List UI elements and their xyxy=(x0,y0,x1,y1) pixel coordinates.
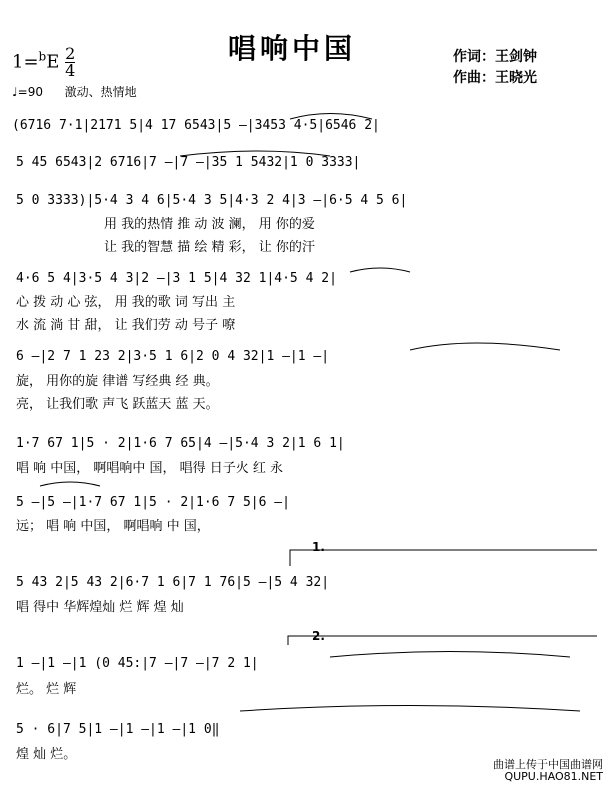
tie-arc xyxy=(40,482,100,486)
lyric-verse-2: 水 流 淌 甘 甜， 让 我们劳 动 号子 嘹 xyxy=(16,318,236,333)
lyric-verse-2: 让 我的智慧 描 绘 精 彩， 让 你的汗 xyxy=(104,240,315,255)
lyric-verse-1: 心 拨 动 心 弦， 用 我的歌 词 写出 主 xyxy=(16,295,236,310)
second-ending-label: 2. xyxy=(312,629,325,643)
tie-arc xyxy=(350,268,410,272)
tie-arc xyxy=(290,114,372,120)
notation-line: 1 —|1 —|1 (0 45:|7 —|7 —|7 2 1| xyxy=(16,656,259,671)
lyric-verse-1: 烂。 烂 辉 xyxy=(16,682,77,697)
time-denominator: 4 xyxy=(65,61,76,80)
lyric-verse-1: 唱 响 中国， 啊唱响中 国， 唱得 日子火 红 永 xyxy=(16,461,284,476)
watermark-line-2: QUPU.HAO81.NET xyxy=(504,770,603,783)
watermark-line-1: 曲谱上传于中国曲谱网 xyxy=(493,758,603,771)
key-flat: b xyxy=(38,49,47,64)
lyric-verse-2: 亮， 让我们歌 声飞 跃蓝天 蓝 天。 xyxy=(16,397,219,412)
lyric-verse-1: 用 我的热情 推 动 波 澜， 用 你的爱 xyxy=(104,217,315,232)
notation-line: (6716 7·1|2171 5|4 17 6543|5 —|3453 4·5|6546 2| xyxy=(12,118,380,133)
volta-bracket-2 xyxy=(288,636,597,645)
notation-line: 4·6 5 4|3·5 4 3|2 —|3 1 5|4 32 1|4·5 4 2| xyxy=(16,271,337,286)
notation-line: 1·7 67 1|5 · 2|1·6 7 65|4 —|5·4 3 2|1 6 1| xyxy=(16,436,345,451)
song-title: 唱响中国 xyxy=(228,32,357,65)
lyric-verse-1: 煌 灿 烂。 xyxy=(16,747,77,762)
lyric-verse-1: 旋， 用你的旋 律谱 写经典 经 典。 xyxy=(16,374,219,389)
key-prefix: 1= xyxy=(12,51,39,73)
notation-line: 5 43 2|5 43 2|6·7 1 6|7 1 76|5 —|5 4 32| xyxy=(16,575,330,590)
first-ending-label: 1. xyxy=(312,540,325,554)
time-numerator: 2 xyxy=(65,44,76,63)
tie-arc xyxy=(240,706,580,712)
expression-marking: 激动、热情地 xyxy=(64,85,137,99)
notation-line: 5 · 6|7 5|1 —|1 —|1 —|1 0‖ xyxy=(16,722,220,737)
notation-line: 5 —|5 —|1·7 67 1|5 · 2|1·6 7 5|6 —| xyxy=(16,495,290,510)
tie-arc xyxy=(180,151,330,156)
volta-bracket-1 xyxy=(290,550,597,566)
notation-line: 6 —|2 7 1 23 2|3·5 1 6|2 0 4 32|1 —|1 —| xyxy=(16,349,330,364)
watermark xyxy=(493,759,603,783)
tie-arc xyxy=(410,343,560,350)
tie-arc xyxy=(330,652,570,658)
notation-line: 5 0 3333)|5·4 3 4 6|5·4 3 5|4·3 2 4|3 —|6·5 4 5 6| xyxy=(16,193,408,208)
tempo-mark: ♩=90 xyxy=(12,85,43,99)
lyricist-credit: 作词：王剑钟 xyxy=(453,49,537,65)
lyric-verse-1: 唱 得中 华辉煌灿 烂 辉 煌 灿 xyxy=(16,600,184,615)
key-letter: E xyxy=(46,51,60,73)
lyric-verse-1: 远； 唱 响 中国， 啊唱响 中 国， xyxy=(16,519,210,534)
notation-line: 5 45 6543|2 6716|7 —|7 —|35 1 5432|1 0 3333| xyxy=(16,155,361,170)
composer-credit: 作曲：王晓光 xyxy=(453,70,537,86)
